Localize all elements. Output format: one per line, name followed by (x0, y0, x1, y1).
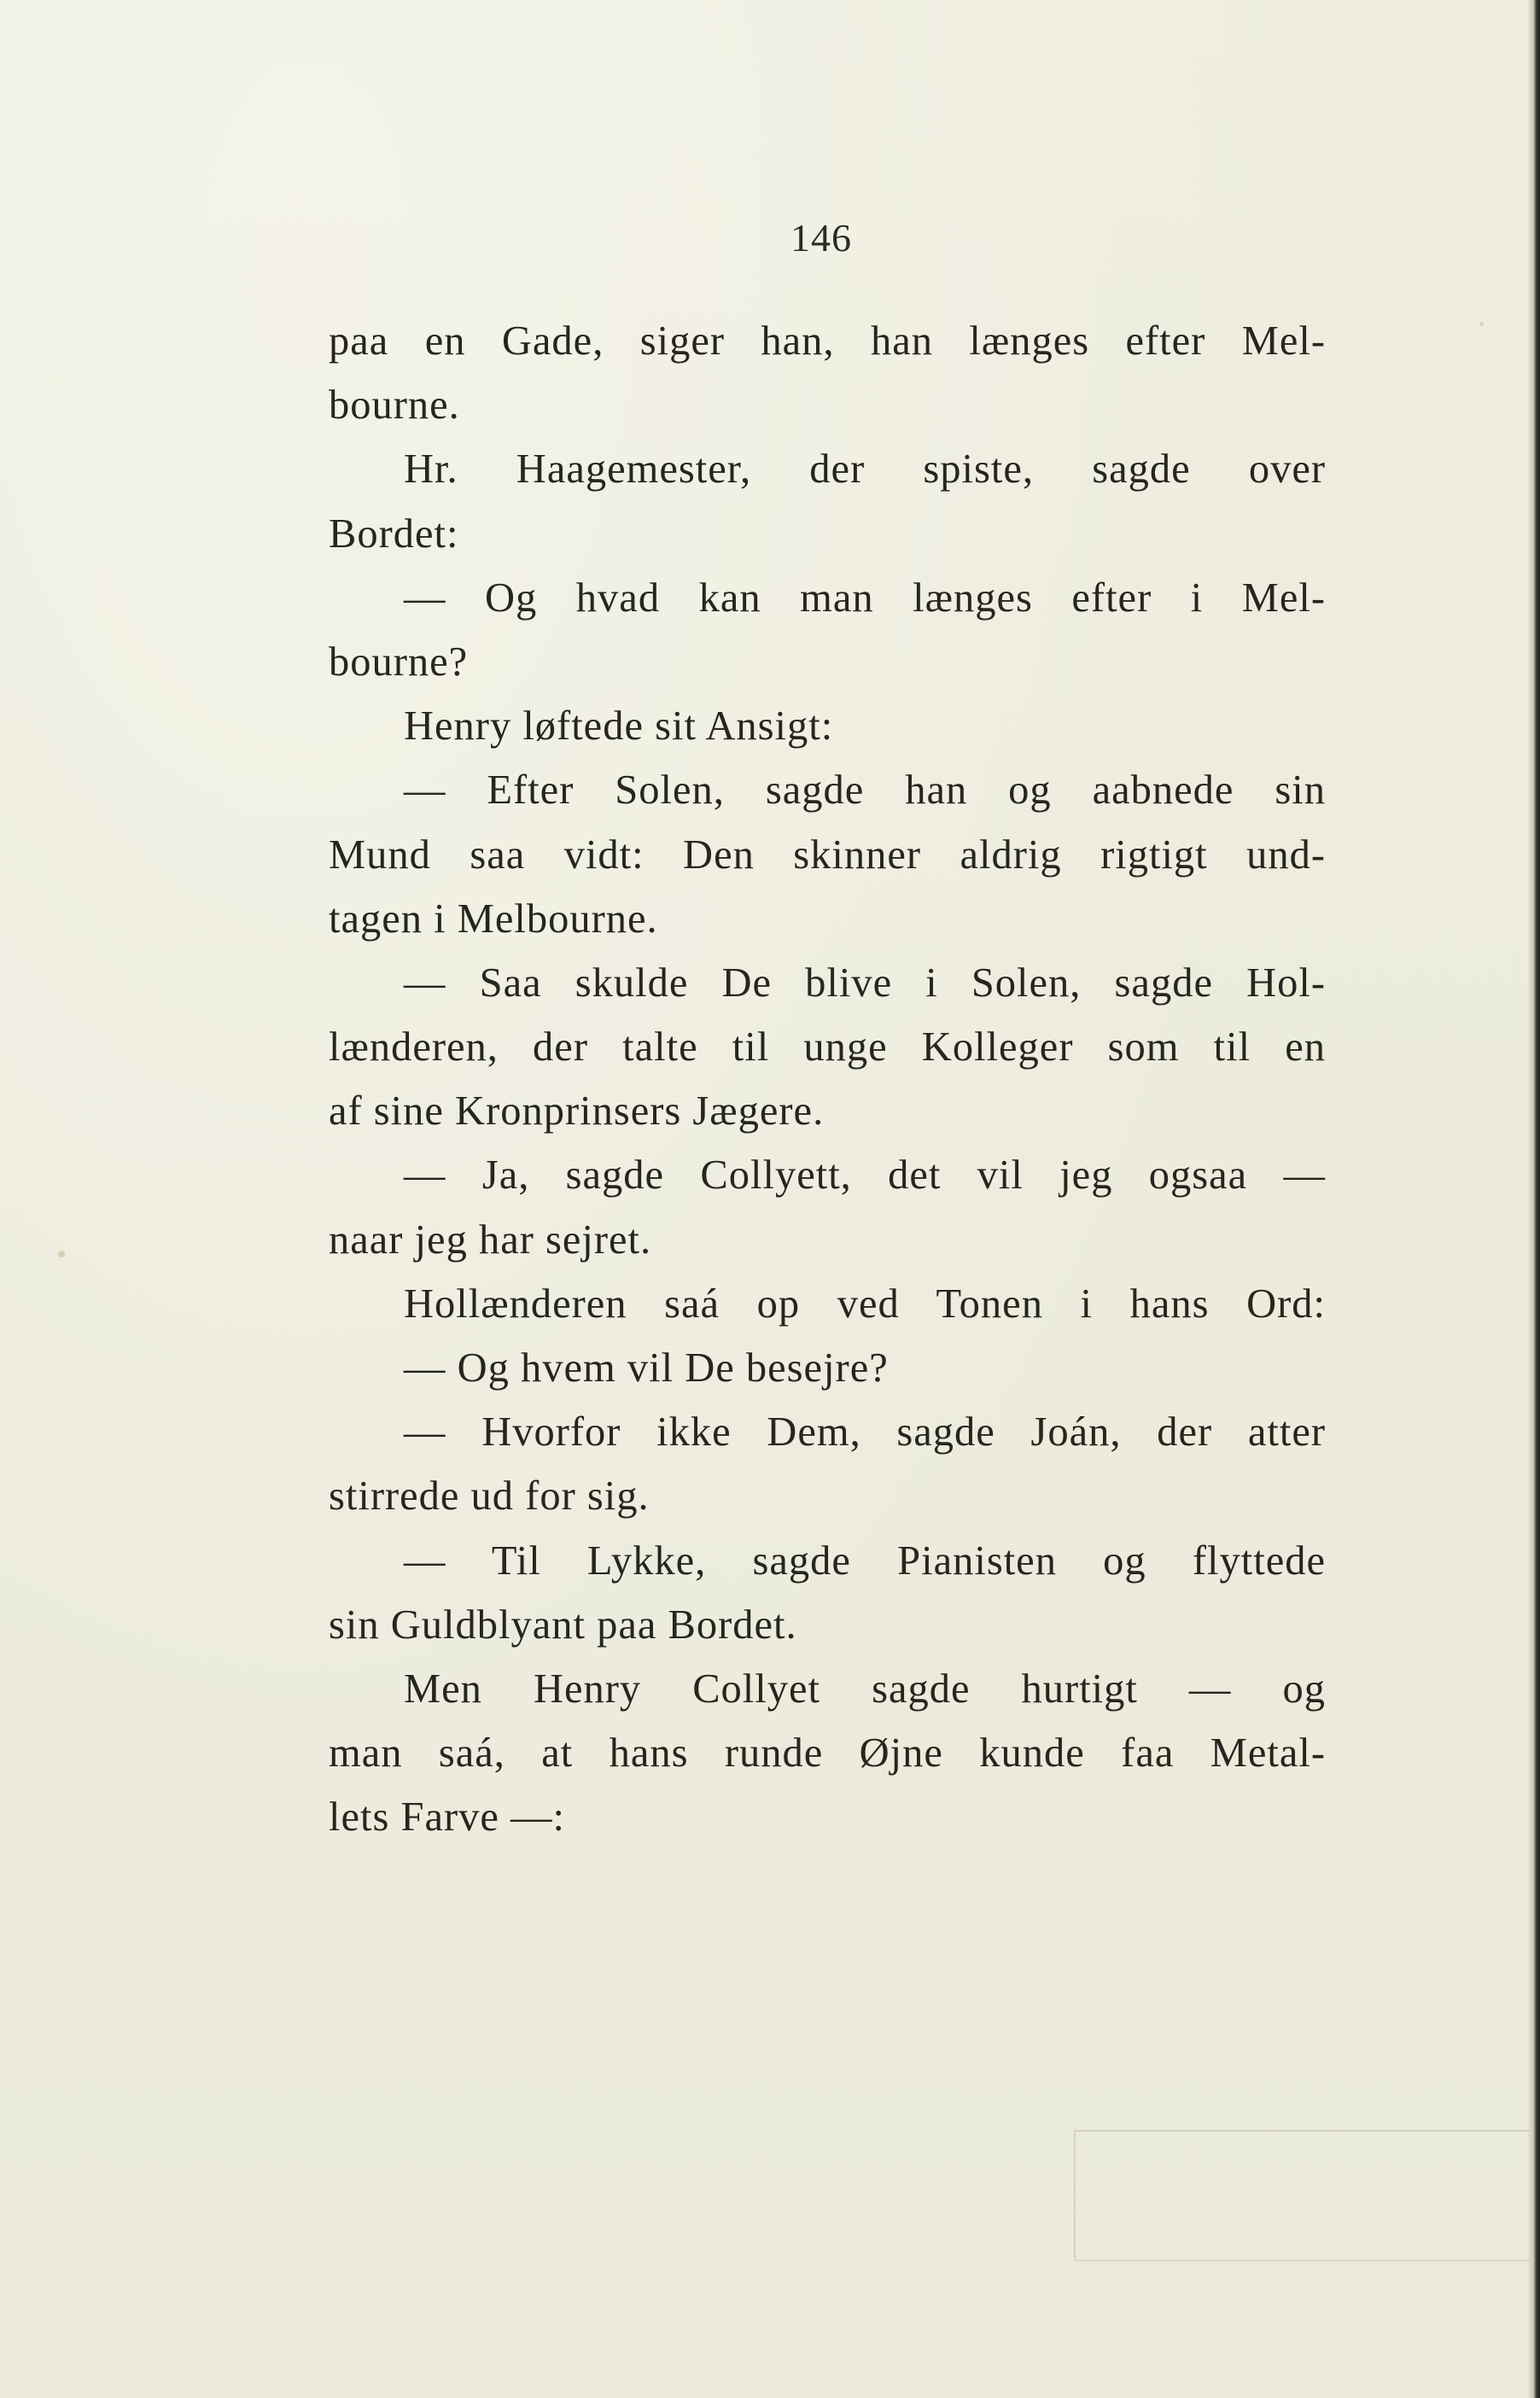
text-line: lets Farve —: (329, 1794, 566, 1841)
text-line: Men Henry Collyet sagde hurtigt — og (404, 1666, 1326, 1712)
paper-speck (1479, 322, 1484, 326)
text-line: bourne? (329, 639, 469, 685)
text-line: Bordet: (329, 511, 459, 557)
text-line: bourne. (329, 382, 460, 429)
text-line: Mund saa vidt: Den skinner aldrig rigtigt und- (329, 831, 1326, 878)
text-line: naar jeg har sejret. (329, 1217, 652, 1263)
text-line: Henry løftede sit Ansigt: (404, 703, 834, 750)
text-line: — Saa skulde De blive i Solen, sagde Hol- (404, 960, 1326, 1006)
text-line: — Ja, sagde Collyett, det vil jeg ogsaa — (404, 1152, 1326, 1199)
text-line: paa en Gade, siger han, han længes efter Mel- (329, 318, 1326, 364)
text-line: Hr. Haagemester, der spiste, sagde over (404, 446, 1326, 493)
text-line: sin Guldblyant paa Bordet. (329, 1602, 797, 1648)
text-line: Hollænderen saá op ved Tonen i hans Ord: (404, 1281, 1326, 1327)
text-line: lænderen, der talte til unge Kolleger som til en (329, 1024, 1326, 1071)
body-text (329, 309, 1326, 1850)
page-number: 146 (790, 216, 852, 260)
text-line: af sine Kronprinsers Jægere. (329, 1088, 825, 1135)
text-line: tagen i Melbourne. (329, 896, 658, 942)
paper-speck (58, 1251, 65, 1257)
text-line: — Efter Solen, sagde han og aabnede sin (404, 767, 1326, 814)
text-line: stirrede ud for sig. (329, 1473, 650, 1520)
faint-stamp-outline (1074, 2130, 1530, 2261)
text-line: man saá, at hans runde Øjne kunde faa Metal- (329, 1730, 1326, 1777)
text-line: — Hvorfor ikke Dem, sagde Joán, der atter (404, 1409, 1326, 1456)
text-line: — Og hvem vil De besejre? (404, 1345, 889, 1391)
text-line: — Til Lykke, sagde Pianisten og flyttede (404, 1537, 1326, 1584)
text-line: — Og hvad kan man længes efter i Mel- (404, 575, 1326, 621)
page-edge-shadow (1528, 0, 1540, 2398)
